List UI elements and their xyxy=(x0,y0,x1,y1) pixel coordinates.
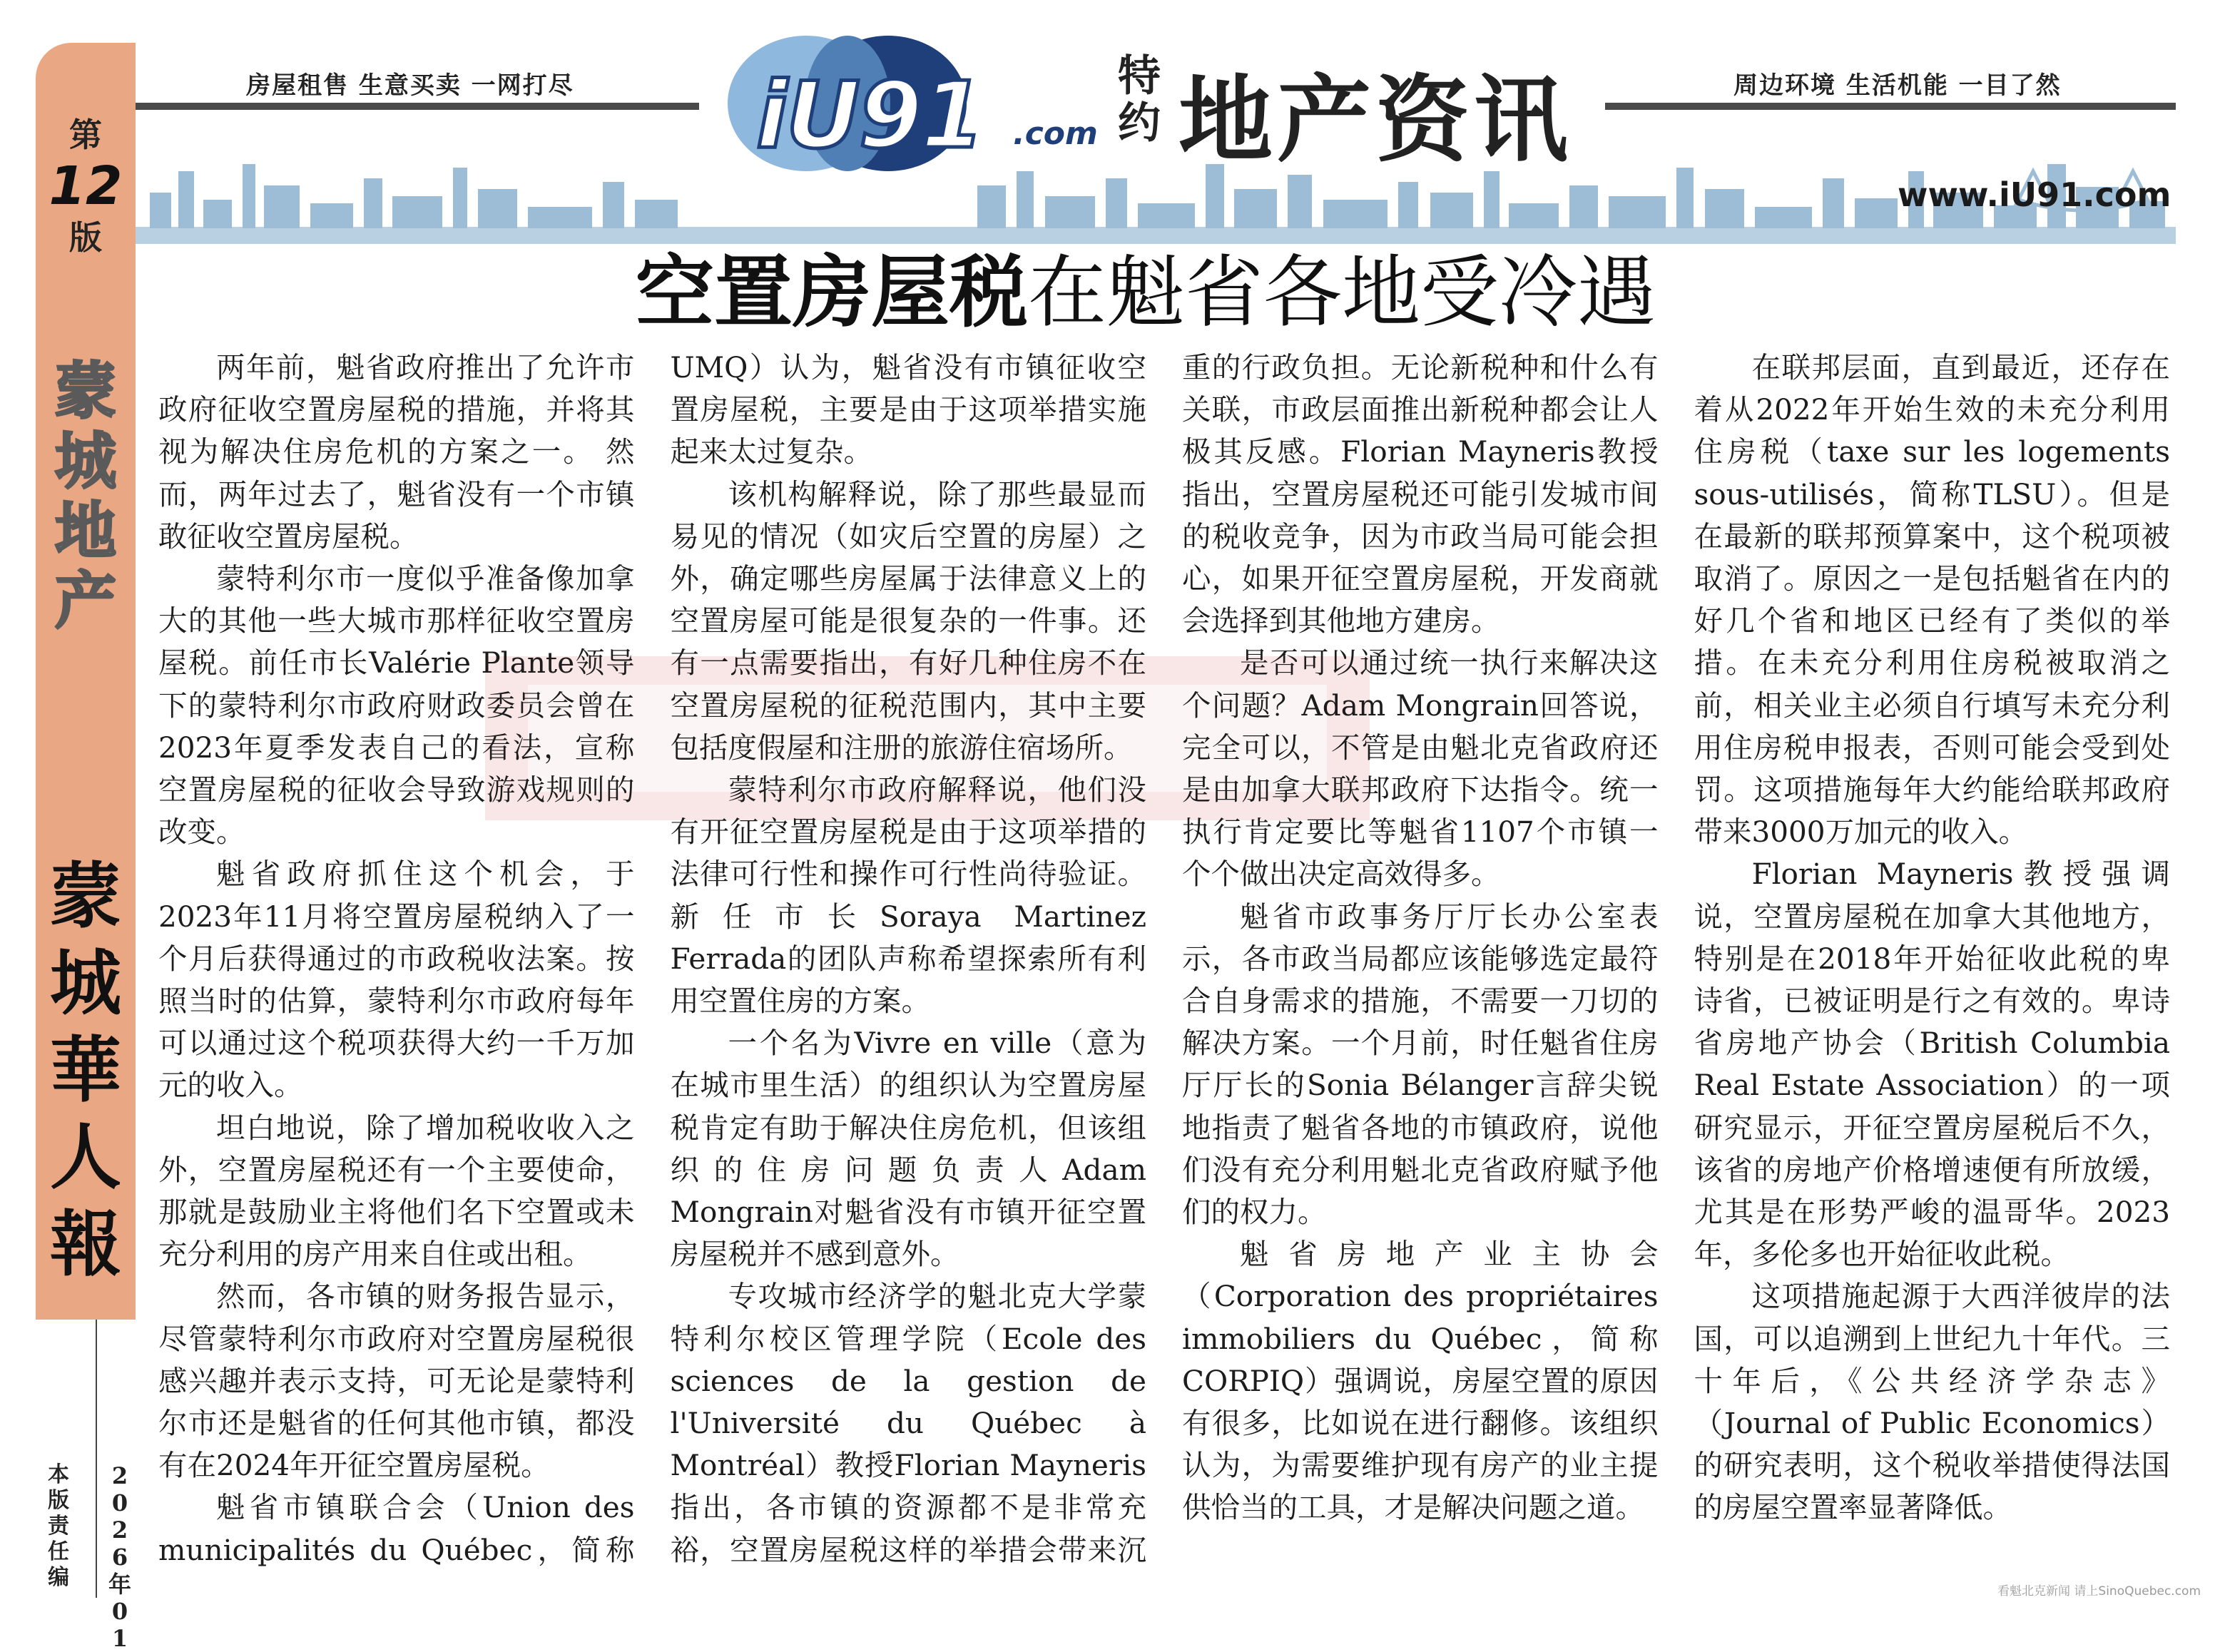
city-skyline-illustration xyxy=(136,143,2176,244)
article-paragraph: 该机构解释说，除了那些最显而易见的情况（如灾后空置的房屋）之外，确定哪些房屋属于法律意义上的空置房屋可能是很复杂的一件事。还有一点需要指出，有好几种住房不在空置房屋税的征税范围内，其中主要包括度假屋和注册的旅游住宿场所。 xyxy=(670,476,1146,765)
section-char: 产 xyxy=(55,566,116,637)
article-paragraph: 一个名为Vivre en ville（意为在城市里生活）的组织认为空置房屋税肯定有助于解决住房危机，但该组织的住房问题负责人Adam Mongrain对魁省没有市镇开征空置房屋税并不感到意外。 xyxy=(670,1026,1146,1272)
section-char: 城 xyxy=(55,426,116,497)
editor-char: 本 xyxy=(48,1462,69,1487)
article-paragraph: 在联邦层面，直到最近，还存在着从2022年开始生效的未充分利用住房税（taxe sur les logements sous-utilisés，简称TLSU）。但是在最新的联邦预算案中，这个税项被取消了。原因之一是包括魁省在内的好几个省和地区已经有了类似的举措。在未充分利用住房税被取消之前，相关业主必须自行填写未充分利用住房税申报表，否则可能会受到处罚。这项措施每年大约能给联邦政府带来3000万加元的收入。 xyxy=(1694,350,2170,850)
article-paragraph: 蒙特利尔市政府解释说，他们没有开征空置房屋税是由于这项举措的法律可行性和操作可行性尚待验证。新任市长Soraya Martinez Ferrada的团队声称希望探索所有利用空置住房的方案。 xyxy=(670,773,1146,1019)
issue-date xyxy=(98,1462,141,1652)
edition-number-value: 12 xyxy=(49,155,123,217)
paper-char: 報 xyxy=(50,1202,121,1286)
date-char: 2 xyxy=(111,1462,128,1489)
article-headline xyxy=(0,246,2220,339)
tag-char: 约 xyxy=(1118,98,1161,148)
paper-char: 蒙 xyxy=(50,854,121,938)
article-body xyxy=(158,347,2170,1581)
masthead-slogan-left: 房屋租售 生意买卖 一网打尽 xyxy=(246,71,574,100)
edition-prefix: 第 xyxy=(69,116,102,154)
paper-char: 華 xyxy=(50,1028,121,1112)
editor-char: 任 xyxy=(48,1539,69,1564)
footer-credit: 看魁北克新闻 请上SinoQuebec.com xyxy=(1997,1584,2201,1599)
paper-char: 城 xyxy=(50,941,121,1025)
article-paragraph: 是否可以通过统一执行来解决这个问题？Adam Mongrain回答说，完全可以，不管是由魁北克省政府还是由加拿大联邦政府下达指令。统一执行肯定要比等魁省1107个市镇一个个做出决定高效得多。 xyxy=(1182,646,1659,892)
editor-label xyxy=(37,1462,80,1591)
date-char: 1 xyxy=(111,1625,128,1652)
article-paragraph: 专攻城市经济学的魁北克大学蒙特利尔校区管理学院（Ecole des sciences de la gestion de l'Université du Québec à Montréal）教授Florian Mayneris指出，各市镇的资源都不是非常充裕，空置房屋税这样的举措会带来沉重的行政负担。无论新税种和什么有关联，市政层面推出新税种都会让人极其反感。Florian Mayneris教授指出，空置房屋税还可能引发城市间的税收竞争，因为市政当局可能会担心，如果开征空置房屋税，开发商就会选择到其他地方建房。 xyxy=(670,350,1659,1567)
editor-char: 编 xyxy=(48,1565,69,1590)
paper-char: 人 xyxy=(50,1115,121,1199)
sponsored-tag xyxy=(1114,53,1164,147)
newspaper-name xyxy=(36,852,136,1288)
article-paragraph: 魁省市政事务厅厅长办公室表示，各市政当局都应该能够选定最符合自身需求的措施，不需要一刀切的解决方案。一个月前，时任魁省住房厅厅长的Sonia Bélanger言辞尖锐地指责了魁省各地的市镇政府，说他们没有充分利用魁北克省政府赋予他们的权力。 xyxy=(1182,899,1659,1230)
masthead-rule-right xyxy=(1605,103,2176,110)
article-paragraph: 魁省房地产业主协会（Corporation des propriétaires immobiliers du Québec，简称CORPIQ）强调说，房屋空置的原因有很多，比如说在进行翻修。该组织认为，为需要维护现有房产的业主提供恰当的工具，才是解决问题之道。 xyxy=(1182,1237,1659,1525)
section-name xyxy=(36,357,136,636)
column-masthead xyxy=(136,29,2176,225)
tag-char: 特 xyxy=(1118,51,1161,101)
date-char: 0 xyxy=(111,1489,128,1516)
editor-char: 责 xyxy=(48,1514,69,1539)
article-paragraph: 然而，各市镇的财务报告显示，尽管蒙特利尔市政府对空置房屋税很感兴趣并表示支持，可无论是蒙特利尔市还是魁省的任何其他市镇，都没有在2024年开征空置房屋税。 xyxy=(158,1279,635,1483)
article-paragraph: 两年前，魁省政府推出了允许市政府征收空置房屋税的措施，并将其视为解决住房危机的方案之一。 然而，两年过去了，魁省没有一个市镇敢征收空置房屋税。 xyxy=(158,350,635,554)
date-char: 年 xyxy=(108,1571,131,1598)
section-char: 蒙 xyxy=(55,356,116,427)
masthead-rule-left xyxy=(136,103,699,110)
editor-char: 版 xyxy=(48,1488,69,1513)
date-char: 0 xyxy=(111,1598,128,1625)
iu91-logo-text: iU91 xyxy=(756,63,983,169)
iu91-logo-suffix: .com xyxy=(1013,116,1098,152)
masthead-slogan-right: 周边环境 生活机能 一目了然 xyxy=(1733,71,2062,100)
article-paragraph: 蒙特利尔市一度似乎准备像加拿大的其他一些大城市那样征收空置房屋税。前任市长Valérie Plante领导下的蒙特利尔市政府财政委员会曾在2023年夏季发表自己的看法，宣称空置房屋税的征收会导致游戏规则的改变。 xyxy=(158,561,635,850)
headline-regular-part: 在魁省各地受冷遇 xyxy=(1028,247,1656,338)
edition-suffix: 版 xyxy=(69,218,102,257)
section-char: 地 xyxy=(55,496,116,567)
sidebar-divider xyxy=(96,1320,97,1598)
article-paragraph: 魁省市镇联合会（Union des municipalités du Québec，简称UMQ）认为，魁省没有市镇征收空置房屋税，主要是由于这项举措实施起来太过复杂。 xyxy=(158,350,1146,1567)
article-paragraph: 这项措施起源于大西洋彼岸的法国，可以追溯到上世纪九十年代。三十年后，《公共经济学杂志》（Journal of Public Economics）的研究表明，这个税收举措使得法国的房屋空置率显著降低。 xyxy=(1694,1279,2170,1525)
article-paragraph: 魁省政府抓住这个机会，于2023年11月将空置房屋税纳入了一个月后获得通过的市政税收法案。按照当时的估算，蒙特利尔市政府每年可以通过这个税项获得大约一千万加元的收入。 xyxy=(158,857,635,1103)
article-paragraph: 坦白地说，除了增加税收收入之外，空置房屋税还有一个主要使命，那就是鼓励业主将他们名下空置或未充分利用的房产用来自住或出租。 xyxy=(158,1110,635,1272)
date-char: 6 xyxy=(111,1544,128,1571)
headline-bold-part: 空置房屋税 xyxy=(636,247,1028,338)
column-title: 地产资讯 xyxy=(1178,66,1572,175)
site-url: www.iU91.com xyxy=(1898,175,2171,214)
article-paragraph: Florian Mayneris教授强调说，空置房屋税在加拿大其他地方，特别是在2018年开始征收此税的卑诗省，已被证明是行之有效的。卑诗省房地产协会（British Columbia Real Estate Association）的一项研究显示，开征空置房屋税后不久，该省的房地产价格增速便有所放缓，尤其是在形势严峻的温哥华。2023年，多伦多也开始征收此税。 xyxy=(1694,857,2170,1272)
edition-number xyxy=(36,114,136,258)
date-char: 2 xyxy=(111,1516,128,1544)
